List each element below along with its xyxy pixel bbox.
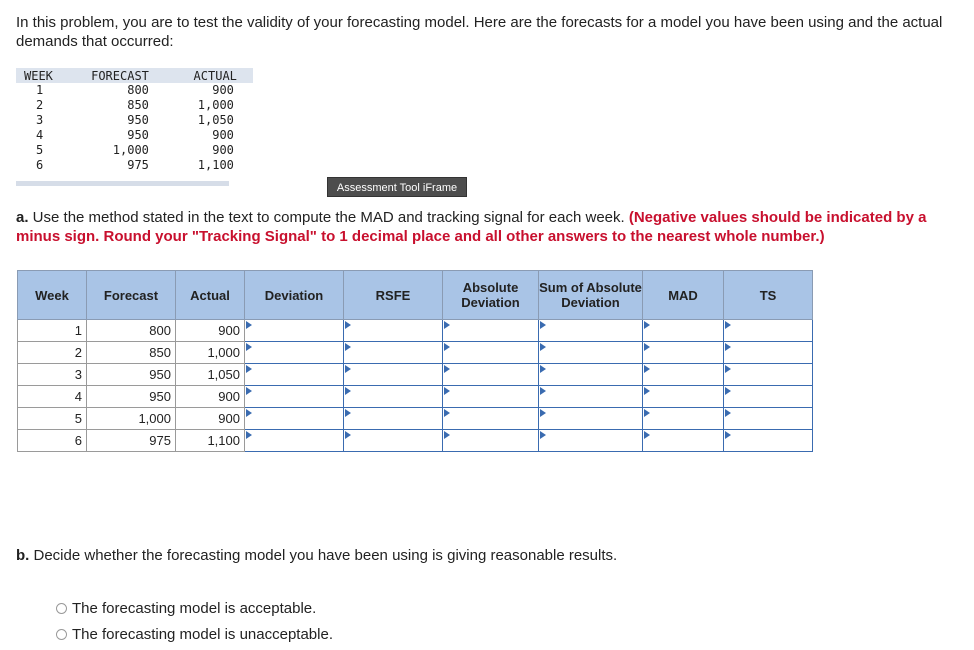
rsfe-input[interactable] xyxy=(344,342,442,363)
col-rsfe: RSFE xyxy=(344,271,443,320)
deviation-input-cell[interactable] xyxy=(245,342,344,364)
week-cell: 1 xyxy=(18,320,87,342)
rsfe-input-cell[interactable] xyxy=(344,386,443,408)
data-row xyxy=(16,98,253,113)
ts-input[interactable] xyxy=(724,430,812,451)
input-marker-icon xyxy=(725,365,731,373)
sum-absolute-deviation-input[interactable] xyxy=(539,320,642,341)
data-row xyxy=(16,158,253,173)
sum-absolute-deviation-input[interactable] xyxy=(539,430,642,451)
input-marker-icon xyxy=(644,321,650,329)
input-marker-icon xyxy=(725,343,731,351)
absolute-deviation-input-cell[interactable] xyxy=(443,430,539,452)
input-marker-icon xyxy=(345,365,351,373)
option-label: The forecasting model is unacceptable. xyxy=(72,626,333,643)
option-acceptable[interactable] xyxy=(56,600,316,617)
col-mad: MAD xyxy=(643,271,724,320)
ts-input-cell[interactable] xyxy=(724,320,813,342)
input-marker-icon xyxy=(725,387,731,395)
radio-icon[interactable] xyxy=(56,603,67,614)
week-value: 3 xyxy=(36,113,44,127)
mad-input-cell[interactable] xyxy=(643,386,724,408)
answer-table xyxy=(17,270,813,452)
input-marker-icon xyxy=(644,343,650,351)
forecast-cell: 1,000 xyxy=(87,408,176,430)
input-marker-icon xyxy=(444,343,450,351)
deviation-input[interactable] xyxy=(245,430,343,451)
absolute-deviation-input[interactable] xyxy=(443,430,538,451)
absolute-deviation-input[interactable] xyxy=(443,320,538,341)
week-cell: 3 xyxy=(18,364,87,386)
ts-input-cell[interactable] xyxy=(724,408,813,430)
forecast-cell: 950 xyxy=(87,364,176,386)
sum-absolute-deviation-input[interactable] xyxy=(539,342,642,363)
input-marker-icon xyxy=(444,365,450,373)
forecast-cell: 975 xyxy=(87,430,176,452)
input-marker-icon xyxy=(345,409,351,417)
header-week: WEEK xyxy=(16,68,53,83)
forecast-value: 950 xyxy=(127,128,149,142)
header-actual: ACTUAL xyxy=(149,68,253,83)
data-row xyxy=(16,83,253,98)
rsfe-input-cell[interactable] xyxy=(344,342,443,364)
deviation-input-cell[interactable] xyxy=(245,430,344,452)
assessment-tool-button[interactable]: Assessment Tool iFrame xyxy=(327,177,467,197)
input-marker-icon xyxy=(644,409,650,417)
actual-value: 900 xyxy=(212,83,234,97)
part-a-instruction: (Negative values should be indicated by a minus sign. Round your "Tracking Signal" to 1 decimal place and all other answers to the nearest whole number.) xyxy=(16,209,927,245)
rsfe-input[interactable] xyxy=(344,320,442,341)
sum-absolute-deviation-input-cell[interactable] xyxy=(539,408,643,430)
table-row xyxy=(18,364,813,386)
deviation-input-cell[interactable] xyxy=(245,320,344,342)
actual-cell: 900 xyxy=(176,320,245,342)
input-marker-icon xyxy=(345,321,351,329)
mad-input[interactable] xyxy=(643,320,723,341)
actual-value: 900 xyxy=(212,143,234,157)
table-row xyxy=(18,342,813,364)
table-row xyxy=(18,320,813,342)
sum-absolute-deviation-input-cell[interactable] xyxy=(539,364,643,386)
mad-input[interactable] xyxy=(643,386,723,407)
deviation-input[interactable] xyxy=(245,342,343,363)
deviation-input[interactable] xyxy=(245,408,343,429)
rsfe-input[interactable] xyxy=(344,364,442,385)
deviation-input-cell[interactable] xyxy=(245,408,344,430)
input-marker-icon xyxy=(444,387,450,395)
input-marker-icon xyxy=(540,409,546,417)
forecast-value: 975 xyxy=(127,158,149,172)
deviation-input-cell[interactable] xyxy=(245,386,344,408)
data-row xyxy=(16,143,253,158)
week-value: 2 xyxy=(36,98,44,112)
input-marker-icon xyxy=(444,431,450,439)
input-marker-icon xyxy=(644,431,650,439)
table-row xyxy=(18,408,813,430)
absolute-deviation-input[interactable] xyxy=(443,386,538,407)
forecast-value: 950 xyxy=(127,113,149,127)
input-marker-icon xyxy=(540,365,546,373)
sum-absolute-deviation-input-cell[interactable] xyxy=(539,386,643,408)
col-forecast: Forecast xyxy=(87,271,176,320)
ts-input[interactable] xyxy=(724,320,812,341)
ts-input[interactable] xyxy=(724,342,812,363)
week-value: 1 xyxy=(36,83,44,97)
actual-cell: 900 xyxy=(176,408,245,430)
ts-input-cell[interactable] xyxy=(724,386,813,408)
sum-absolute-deviation-input-cell[interactable] xyxy=(539,320,643,342)
absolute-deviation-input-cell[interactable] xyxy=(443,386,539,408)
forecast-value: 800 xyxy=(127,83,149,97)
absolute-deviation-input-cell[interactable] xyxy=(443,364,539,386)
actual-value: 1,050 xyxy=(197,113,234,127)
forecast-value: 1,000 xyxy=(112,143,149,157)
input-marker-icon xyxy=(345,343,351,351)
sum-absolute-deviation-input[interactable] xyxy=(539,408,642,429)
col-absolute-deviation: Absolute Deviation xyxy=(443,271,539,320)
sum-absolute-deviation-input-cell[interactable] xyxy=(539,342,643,364)
forecast-value: 850 xyxy=(127,98,149,112)
forecast-cell: 950 xyxy=(87,386,176,408)
forecast-cell: 800 xyxy=(87,320,176,342)
mad-input[interactable] xyxy=(643,408,723,429)
absolute-deviation-input-cell[interactable] xyxy=(443,320,539,342)
option-label: The forecasting model is acceptable. xyxy=(72,600,317,617)
actual-cell: 1,050 xyxy=(176,364,245,386)
actual-value: 900 xyxy=(212,128,234,142)
input-marker-icon xyxy=(540,387,546,395)
deviation-input[interactable] xyxy=(245,364,343,385)
ts-input[interactable] xyxy=(724,408,812,429)
radio-icon[interactable] xyxy=(56,629,67,640)
rsfe-input-cell[interactable] xyxy=(344,408,443,430)
col-deviation: Deviation xyxy=(245,271,344,320)
deviation-input[interactable] xyxy=(245,320,343,341)
week-value: 6 xyxy=(36,158,44,172)
absolute-deviation-input-cell[interactable] xyxy=(443,408,539,430)
actual-cell: 900 xyxy=(176,386,245,408)
data-row xyxy=(16,113,253,128)
problem-intro: In this problem, you are to test the validity of your forecasting model. Here are the forecasts for a model you have been using and the actual demands that occurred: xyxy=(16,14,943,50)
input-marker-icon xyxy=(725,409,731,417)
actual-value: 1,100 xyxy=(197,158,234,172)
given-data-table xyxy=(16,68,253,173)
sum-absolute-deviation-input[interactable] xyxy=(539,386,642,407)
input-marker-icon xyxy=(540,321,546,329)
ts-input-cell[interactable] xyxy=(724,364,813,386)
actual-cell: 1,000 xyxy=(176,342,245,364)
input-marker-icon xyxy=(246,343,252,351)
input-marker-icon xyxy=(444,321,450,329)
absolute-deviation-input[interactable] xyxy=(443,342,538,363)
input-marker-icon xyxy=(725,321,731,329)
deviation-input-cell[interactable] xyxy=(245,364,344,386)
input-marker-icon xyxy=(246,365,252,373)
rsfe-input-cell[interactable] xyxy=(344,320,443,342)
rsfe-input-cell[interactable] xyxy=(344,364,443,386)
mad-input-cell[interactable] xyxy=(643,342,724,364)
rsfe-input[interactable] xyxy=(344,386,442,407)
week-cell: 5 xyxy=(18,408,87,430)
input-marker-icon xyxy=(345,387,351,395)
col-actual: Actual xyxy=(176,271,245,320)
data-row xyxy=(16,128,253,143)
week-cell: 6 xyxy=(18,430,87,452)
input-marker-icon xyxy=(246,321,252,329)
absolute-deviation-input-cell[interactable] xyxy=(443,342,539,364)
part-a-label: a. xyxy=(16,209,29,226)
col-sum-absolute-deviation: Sum of Absolute Deviation xyxy=(539,271,643,320)
ts-input[interactable] xyxy=(724,364,812,385)
rsfe-input[interactable] xyxy=(344,430,442,451)
col-week: Week xyxy=(18,271,87,320)
table-row xyxy=(18,386,813,408)
mad-input-cell[interactable] xyxy=(643,364,724,386)
part-b-label: b. xyxy=(16,547,30,564)
week-cell: 4 xyxy=(18,386,87,408)
part-b-question xyxy=(16,547,617,564)
input-marker-icon xyxy=(644,387,650,395)
actual-value: 1,000 xyxy=(197,98,234,112)
week-value: 4 xyxy=(36,128,44,142)
header-forecast: FORECAST xyxy=(53,68,149,83)
input-marker-icon xyxy=(725,431,731,439)
mad-input[interactable] xyxy=(643,364,723,385)
part-a-text: Use the method stated in the text to compute the MAD and tracking signal for each week. xyxy=(28,209,629,226)
sum-absolute-deviation-input-cell[interactable] xyxy=(539,430,643,452)
sum-absolute-deviation-input[interactable] xyxy=(539,364,642,385)
table-row xyxy=(18,430,813,452)
ts-input-cell[interactable] xyxy=(724,342,813,364)
actual-cell: 1,100 xyxy=(176,430,245,452)
mad-input-cell[interactable] xyxy=(643,320,724,342)
option-unacceptable[interactable] xyxy=(56,626,333,643)
input-marker-icon xyxy=(444,409,450,417)
input-marker-icon xyxy=(246,387,252,395)
rsfe-input[interactable] xyxy=(344,408,442,429)
mad-input[interactable] xyxy=(643,430,723,451)
ts-input[interactable] xyxy=(724,386,812,407)
input-marker-icon xyxy=(246,431,252,439)
mad-input-cell[interactable] xyxy=(643,408,724,430)
forecast-cell: 850 xyxy=(87,342,176,364)
col-ts: TS xyxy=(724,271,813,320)
mad-input[interactable] xyxy=(643,342,723,363)
input-marker-icon xyxy=(540,343,546,351)
part-b-text: Decide whether the forecasting model you have been using is giving reasonable results. xyxy=(29,547,618,564)
ts-input-cell[interactable] xyxy=(724,430,813,452)
deviation-input[interactable] xyxy=(245,386,343,407)
absolute-deviation-input[interactable] xyxy=(443,364,538,385)
absolute-deviation-input[interactable] xyxy=(443,408,538,429)
mad-input-cell[interactable] xyxy=(643,430,724,452)
input-marker-icon xyxy=(540,431,546,439)
input-marker-icon xyxy=(345,431,351,439)
input-marker-icon xyxy=(644,365,650,373)
rsfe-input-cell[interactable] xyxy=(344,430,443,452)
data-table-divider xyxy=(16,181,229,186)
input-marker-icon xyxy=(246,409,252,417)
week-value: 5 xyxy=(36,143,44,157)
week-cell: 2 xyxy=(18,342,87,364)
part-a-question xyxy=(16,208,961,246)
